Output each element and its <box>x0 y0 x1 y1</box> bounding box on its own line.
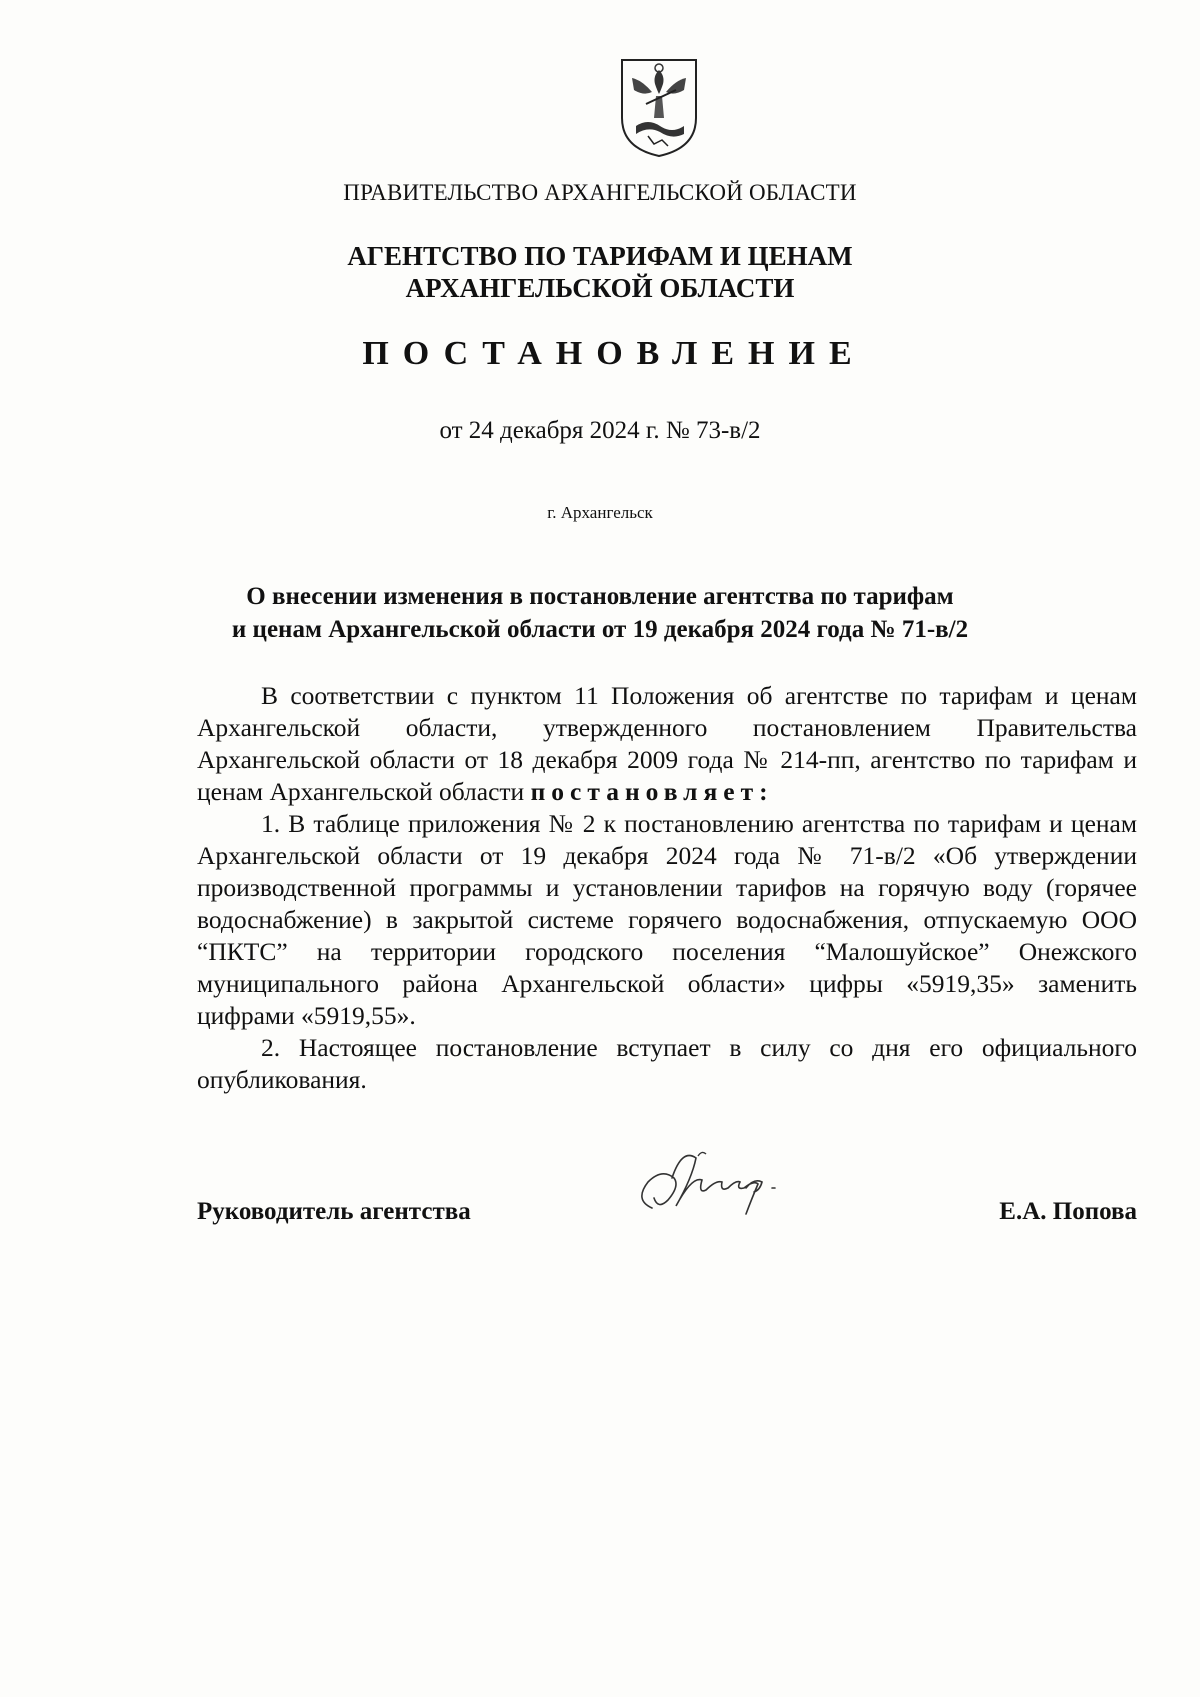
signature-block <box>197 1188 1137 1278</box>
preamble-paragraph <box>197 680 1137 808</box>
resolves-word: постановляет <box>530 777 760 806</box>
item-1-paragraph: 1. В таблице приложения № 2 к постановлению агентства по тарифам и ценам Архангельской области от 19 декабря 2024 года № 71-в/2 «Об утверждении производственной программы и установлении тарифов на горячую воду (горячее водоснабжение) в закрытой системе горячего водоснабжения, отпускаемую ООО “ПКТС” на территории городского поселения “Малошуйское” Онежского муниципального района Архангельской области» цифры «5919,35» заменить цифрами «5919,55». <box>197 809 1137 1030</box>
agency-name-line1: АГЕНТСТВО ПО ТАРИФАМ И ЦЕНАМ <box>347 241 853 271</box>
handwritten-signature-icon <box>622 1148 822 1238</box>
resolves-colon: : <box>759 777 768 806</box>
government-name: ПРАВИТЕЛЬСТВО АРХАНГЕЛЬСКОЙ ОБЛАСТИ <box>343 180 857 205</box>
document-type-title: ПОСТАНОВЛЕНИЕ <box>362 335 866 372</box>
agency-name <box>0 240 1200 304</box>
document-dateline: от 24 декабря 2024 г. № 73-в/2 <box>439 417 761 444</box>
item-2-paragraph: 2. Настоящее постановление вступает в силу со дня его официального опубликования. <box>197 1033 1137 1094</box>
document-city: г. Архангельск <box>547 503 653 522</box>
signatory-position: Руководитель агентства <box>197 1198 471 1225</box>
preamble-text: В соответствии с пунктом 11 Положения об агентстве по тарифам и ценам Архангельской области, утвержденного постановлением Правительства Архангельской области от 18 декабря 2009 года № 214-пп, агентство по тарифам и ценам Архангельской области <box>197 681 1137 806</box>
agency-name-line2: АРХАНГЕЛЬСКОЙ ОБЛАСТИ <box>405 273 795 303</box>
signatory-name: Е.А. Попова <box>999 1198 1137 1225</box>
coat-of-arms-icon <box>618 56 700 160</box>
subject-line1: О внесении изменения в постановление агентства по тарифам <box>246 583 954 610</box>
document-body <box>197 680 1137 1096</box>
document-subject <box>0 580 1200 646</box>
subject-line2: и ценам Архангельской области от 19 декабря 2024 года № 71-в/2 <box>231 616 969 643</box>
